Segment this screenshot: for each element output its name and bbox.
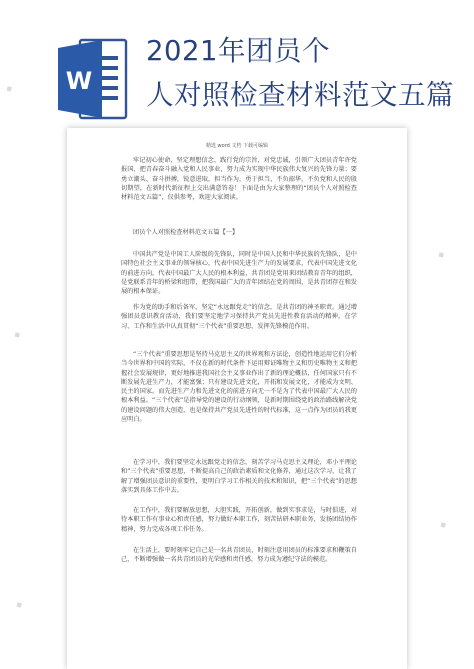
section-heading: 团员个人对照检查材料范文五篇【一】 [133, 229, 239, 236]
document-page [67, 128, 407, 669]
watermark: ◆ [4, 83, 14, 94]
watermark: ◆ [438, 519, 448, 530]
watermark: ◆ [14, 599, 24, 610]
paragraph: 中国共产党是中国工人阶级的先锋队，同时是中国人民和中华民族的先锋队，是中国特色社会主义事业的领导核心，代表中国先进生产力的发展要求，代表中国先进文化的前进方向，代表中国最广大人民的根本利益，共青团是党用来团结教育青年的组织，是党联系青年的桥梁和纽带，把我国最广大的青年团结在党的周围，是共青团存在和发展的根本保证。 [121, 251, 357, 296]
paragraph: “三个代表”重要思想是坚持马克思主义的世界观和方法论，创造性地运用它们分析当今世界和中国的实际，不仅在新的时代条件下运用辩证唯物主义和历史唯物主义和把握社会发展规律，更好地推进我国社会主义事业作出了新的理论概括，任何国家只有不断发展先进生产力，才能富强；只有建设先进文化，开拓和发展文化，才能成为文明、民主的国家。而先进生产力和先进文化的前进方向无一不是为了代表中国最广大人民的根本利益。“三个代表”是指导党的建设的行动纲领，是新时期围绕党的政治路线解决党的建设问题的伟大创造，也是保持共产党员先进性的时代标准，这一点作为团员的我更应明白。 [121, 351, 357, 424]
svg-text:W: W [65, 67, 93, 95]
watermark: ◆ [12, 329, 22, 340]
title-line-2: 人对照检查材料范文五篇 [146, 79, 454, 111]
watermark: ◆ [436, 249, 446, 260]
paragraph-intro: 牢记初心使命、坚定理想信念、践行党的宗旨，对党忠诚，引领广大团员青年许党报国、把青春奋斗融入党和人民事业，努力成为实现中华民族伟大复兴的先锋力量；要勇立潮头、奋斗拼搏，锐意进取，担当作为，勇于担当，不负韶华，不负党和人民的殷切期望，在新时代新征程上交出满意答卷！下面是由为大家整理的“团员个人对照检查材料范文五篇”，仅供参考，欢迎大家阅读。 [121, 157, 357, 202]
paragraph: 作为党的助手和后备军，坚定“永远跟党走”的信念，是共青团的神圣职责。通过增强团员意识教育活动，我们要坚定地学习保持共产党员先进性教育活动的精神，在学习、工作和生活中认真贯彻“三个代表”重要思想，发挥先锋模范作用。 [121, 304, 357, 330]
word-document-icon [58, 36, 128, 122]
page-header: 精选 word 文档 下载可编辑 [205, 143, 269, 149]
paragraph: 在学习中，我们要坚定永远跟党走的信念，刻苦学习马克思主义理论，邓小平理论和“三个代表”重要思想，不断提高自己的政治素质和文化修养，通过这次学习，让我了解了增强团员意识的重要性，更明白学习工作相关的技术和知识，把“三个代表”的思想落实到具体工作中去。 [121, 459, 357, 494]
paragraph: 在生活上，要时刻牢记自己是一名共青团员，时刻注意用团员的标准要求和鞭策自己，不断增强做一名共青团员的光荣感和责任感，努力成为遵纪守法的模范。 [121, 547, 357, 564]
document-title [146, 33, 474, 129]
title-line-1: 2021年团员个 [146, 35, 330, 67]
paragraph: 在工作中，我们要解放思想，大胆实践，开拓创新，做到实事求是，与时俱进，对待本职工作有事业心和责任感，努力做好本职工作，刻苦钻研本职业务，发扬团结协作精神，努力完成各项工作任务。 [121, 507, 357, 533]
